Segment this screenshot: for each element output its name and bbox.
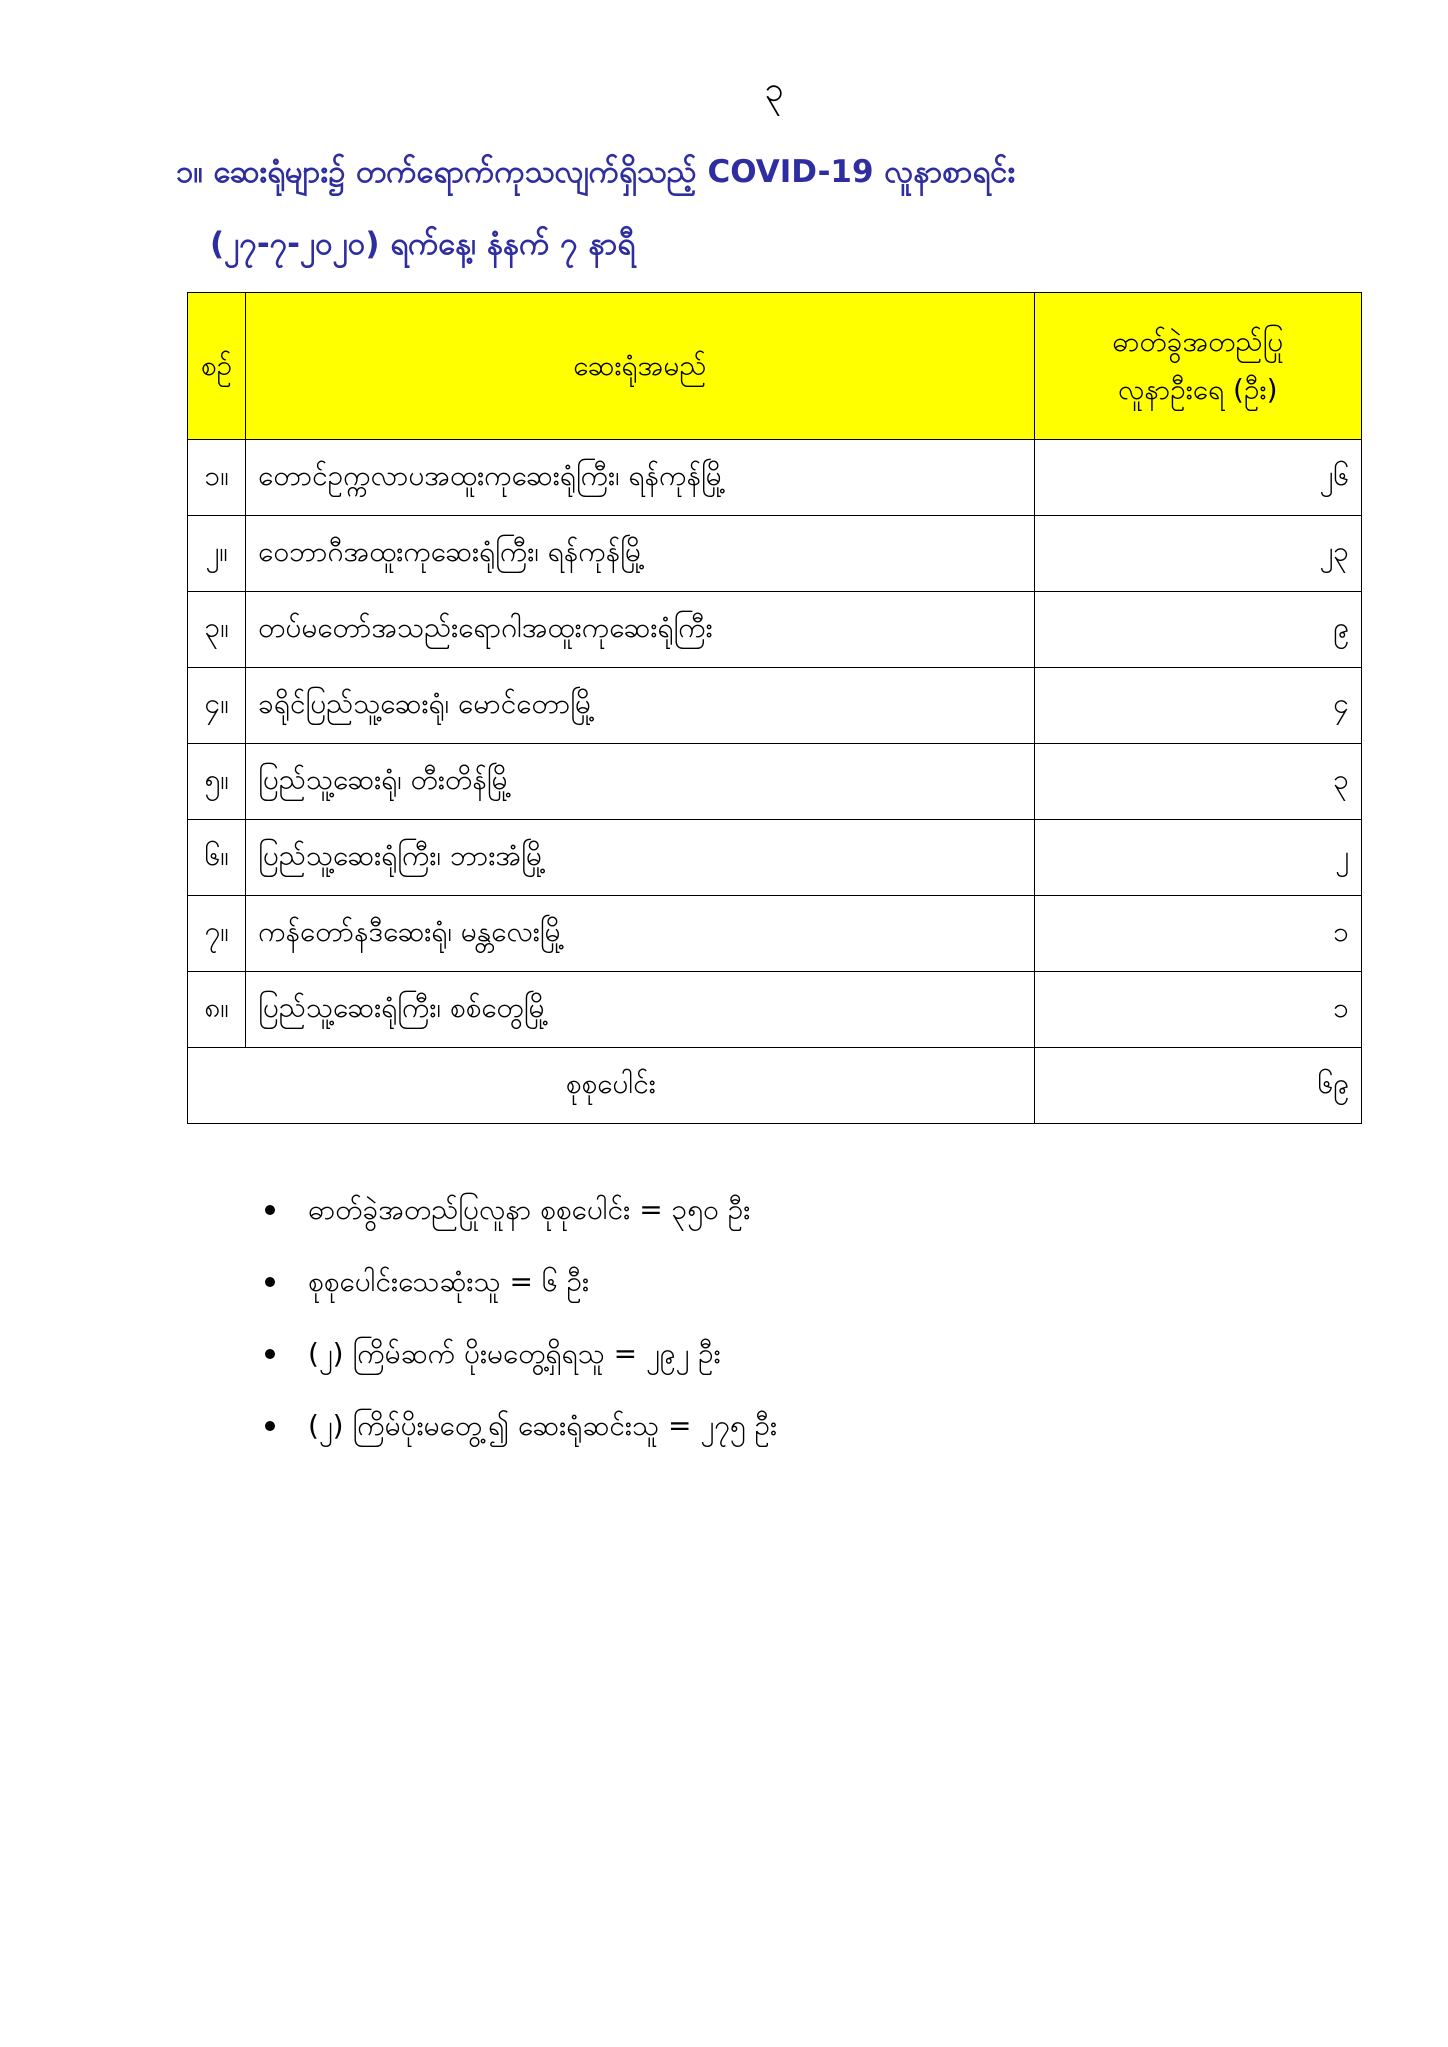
summary-item	[265, 1334, 777, 1406]
row-no: ၈။	[188, 972, 246, 1048]
summary-item	[265, 1190, 777, 1262]
summary-text: စုစုပေါင်းသေဆုံးသူ = ၆ ဦး	[308, 1265, 590, 1298]
row-no: ၆။	[188, 820, 246, 896]
row-count: ၃	[1034, 744, 1361, 820]
summary-text: (၂) ကြိမ်ဆက် ပိုးမတွေ့ရှိရသူ = ၂၉၂ ဦး	[308, 1337, 721, 1370]
summary-text: (၂) ကြိမ်ပိုးမတွေ့၍ ဆေးရုံဆင်းသူ = ၂၇၅ ဦး	[308, 1409, 778, 1442]
row-count: ၉	[1034, 592, 1361, 668]
row-hospital: ဝေဘာဂီအထူးကုဆေးရုံကြီး၊ ရန်ကုန်မြို့	[246, 516, 1034, 592]
row-no: ၄။	[188, 668, 246, 744]
table-row	[188, 744, 1362, 820]
summary-item	[265, 1406, 777, 1478]
hospital-table	[187, 292, 1362, 1124]
row-hospital: ကန်တော်နဒီဆေးရုံ၊ မန္တလေးမြို့	[246, 896, 1034, 972]
page-number: ၃	[764, 70, 784, 110]
total-value: ၆၉	[1034, 1048, 1361, 1124]
report-title: ၁။ ဆေးရုံများ၌ တက်ရောက်ကုသလျက်ရှိသည့် COVID-19 လူနာစာရင်း	[176, 154, 1016, 190]
row-hospital: ပြည်သူ့ဆေးရုံကြီး၊ ဘားအံမြို့	[246, 820, 1034, 896]
row-count: ၂၃	[1034, 516, 1361, 592]
bullet-icon	[265, 1277, 275, 1287]
table-total-row	[188, 1048, 1362, 1124]
row-hospital: ပြည်သူ့ဆေးရုံ၊ တီးတိန်မြို့	[246, 744, 1034, 820]
table-row	[188, 896, 1362, 972]
bullet-icon	[265, 1421, 275, 1431]
table-row	[188, 592, 1362, 668]
header-hospital-name: ဆေးရုံအမည်	[246, 293, 1034, 440]
row-no: ၃။	[188, 592, 246, 668]
bullet-icon	[265, 1349, 275, 1359]
table-row	[188, 440, 1362, 516]
report-date: (၂၇-၇-၂၀၂၀) ရက်နေ့၊ နံနက် ၇ နာရီ	[210, 226, 636, 262]
row-no: ၅။	[188, 744, 246, 820]
summary-text: ဓာတ်ခွဲအတည်ပြုလူနာ စုစုပေါင်း = ၃၅၀ ဦး	[308, 1193, 751, 1226]
table-header-row	[188, 293, 1362, 440]
row-hospital: ပြည်သူ့ဆေးရုံကြီး၊ စစ်တွေမြို့	[246, 972, 1034, 1048]
table-row	[188, 972, 1362, 1048]
row-no: ၇။	[188, 896, 246, 972]
header-count-line2: လူနာဦးရေ (ဦး)	[1117, 373, 1278, 406]
row-count: ၁	[1034, 896, 1361, 972]
table-row	[188, 668, 1362, 744]
row-count: ၂၆	[1034, 440, 1361, 516]
row-no: ၁။	[188, 440, 246, 516]
table-row	[188, 516, 1362, 592]
header-patient-count	[1034, 293, 1361, 440]
header-no: စဉ်	[188, 293, 246, 440]
summary-item	[265, 1262, 777, 1334]
total-label: စုစုပေါင်း	[188, 1048, 1035, 1124]
row-count: ၄	[1034, 668, 1361, 744]
bullet-icon	[265, 1205, 275, 1215]
row-count: ၁	[1034, 972, 1361, 1048]
row-hospital: တောင်ဥက္ကလာပအထူးကုဆေးရုံကြီး၊ ရန်ကုန်မြို့	[246, 440, 1034, 516]
header-count-line1: ဓာတ်ခွဲအတည်ပြု	[1112, 325, 1284, 358]
row-hospital: တပ်မတော်အသည်းရောဂါအထူးကုဆေးရုံကြီး	[246, 592, 1034, 668]
row-count: ၂	[1034, 820, 1361, 896]
summary-list	[265, 1190, 777, 1478]
row-no: ၂။	[188, 516, 246, 592]
table-row	[188, 820, 1362, 896]
row-hospital: ခရိုင်ပြည်သူ့ဆေးရုံ၊ မောင်တောမြို့	[246, 668, 1034, 744]
